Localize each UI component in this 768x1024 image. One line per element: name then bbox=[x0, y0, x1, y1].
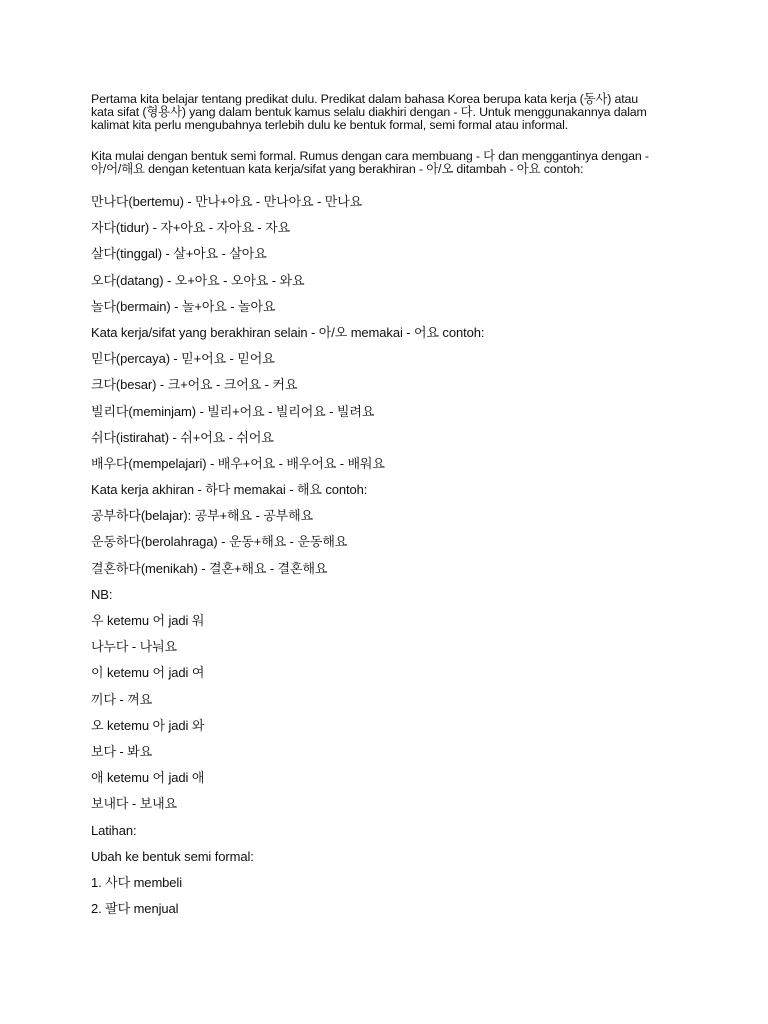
intro-line: kata sifat (형용사) yang dalam bentuk kamus selalu diakhiri dengan - 다. Untuk menggunakannya dalam bbox=[91, 105, 647, 119]
intro-line: Pertama kita belajar tentang predikat dulu. Predikat dalam bahasa Korea berupa kata kerja (동사) atau bbox=[91, 92, 639, 106]
nb-line: 이 ketemu 어 jadi 여 bbox=[91, 665, 205, 681]
exercise-item: 2. 팔다 menjual bbox=[91, 901, 179, 917]
example-line: 믿다(percaya) - 믿+어요 - 믿어요 bbox=[91, 351, 275, 367]
example-line: 공부하다(belajar): 공부+해요 - 공부해요 bbox=[91, 508, 314, 524]
example-line: 살다(tinggal) - 살+아요 - 살아요 bbox=[91, 246, 267, 262]
example-line: 배우다(mempelajari) - 배우+어요 - 배우어요 - 배워요 bbox=[91, 455, 385, 471]
intro-line: kalimat kita perlu mengubahnya terlebih dulu ke bentuk formal, semi formal atau informal. bbox=[91, 118, 569, 132]
document-page bbox=[91, 93, 691, 927]
nb-line: 보내다 - 보내요 bbox=[91, 796, 178, 812]
rule-line: Kata kerja/sifat yang berakhiran selain - 아/오 memakai - 어요 contoh: bbox=[91, 324, 485, 340]
example-line: 만나다(bertemu) - 만나+아요 - 만나아요 - 만나요 bbox=[91, 194, 363, 209]
nb-line: 애 ketemu 어 jadi 애 bbox=[91, 770, 205, 786]
example-line: 운동하다(berolahraga) - 운동+해요 - 운동해요 bbox=[91, 534, 348, 550]
example-line: 쉬다(istirahat) - 쉬+어요 - 쉬어요 bbox=[91, 429, 274, 445]
rule-line: Kata kerja akhiran - 하다 memakai - 해요 contoh: bbox=[91, 482, 368, 498]
example-line: 빌리다(meminjam) - 빌리+어요 - 빌리어요 - 빌려요 bbox=[91, 403, 375, 419]
example-line: 자다(tidur) - 자+아요 - 자아요 - 자요 bbox=[91, 220, 291, 236]
example-line: 오다(datang) - 오+아요 - 오아요 - 와요 bbox=[91, 272, 305, 288]
nb-line: 보다 - 봐요 bbox=[91, 743, 153, 759]
exercise-heading: Latihan: bbox=[91, 822, 137, 838]
example-line: 결혼하다(menikah) - 결혼+해요 - 결혼해요 bbox=[91, 560, 328, 576]
semiformal-intro-paragraph bbox=[91, 150, 691, 176]
nb-line: 끼다 - 껴요 bbox=[91, 691, 153, 707]
nb-line: 우 ketemu 어 jadi 워 bbox=[91, 613, 205, 628]
exercise-instruction: Ubah ke bentuk semi formal: bbox=[91, 848, 254, 864]
intro-paragraph bbox=[91, 93, 691, 132]
semiformal-intro-line: 아/어/해요 dengan ketentuan kata kerja/sifat yang berakhiran - 아/오 ditambah - 아요 contoh: bbox=[91, 162, 584, 176]
exercise-item: 1. 사다 membeli bbox=[91, 874, 183, 890]
example-line: 크다(besar) - 크+어요 - 크어요 - 커요 bbox=[91, 377, 298, 393]
example-line: 놀다(bermain) - 놀+아요 - 놀아요 bbox=[91, 298, 276, 314]
nb-line: 오 ketemu 아 jadi 와 bbox=[91, 717, 205, 733]
semiformal-intro-line: Kita mulai dengan bentuk semi formal. Rumus dengan cara membuang - 다 dan menggantinya dengan - bbox=[91, 149, 649, 163]
nb-heading: NB: bbox=[91, 586, 113, 602]
nb-line: 나누다 - 나눠요 bbox=[91, 639, 178, 655]
